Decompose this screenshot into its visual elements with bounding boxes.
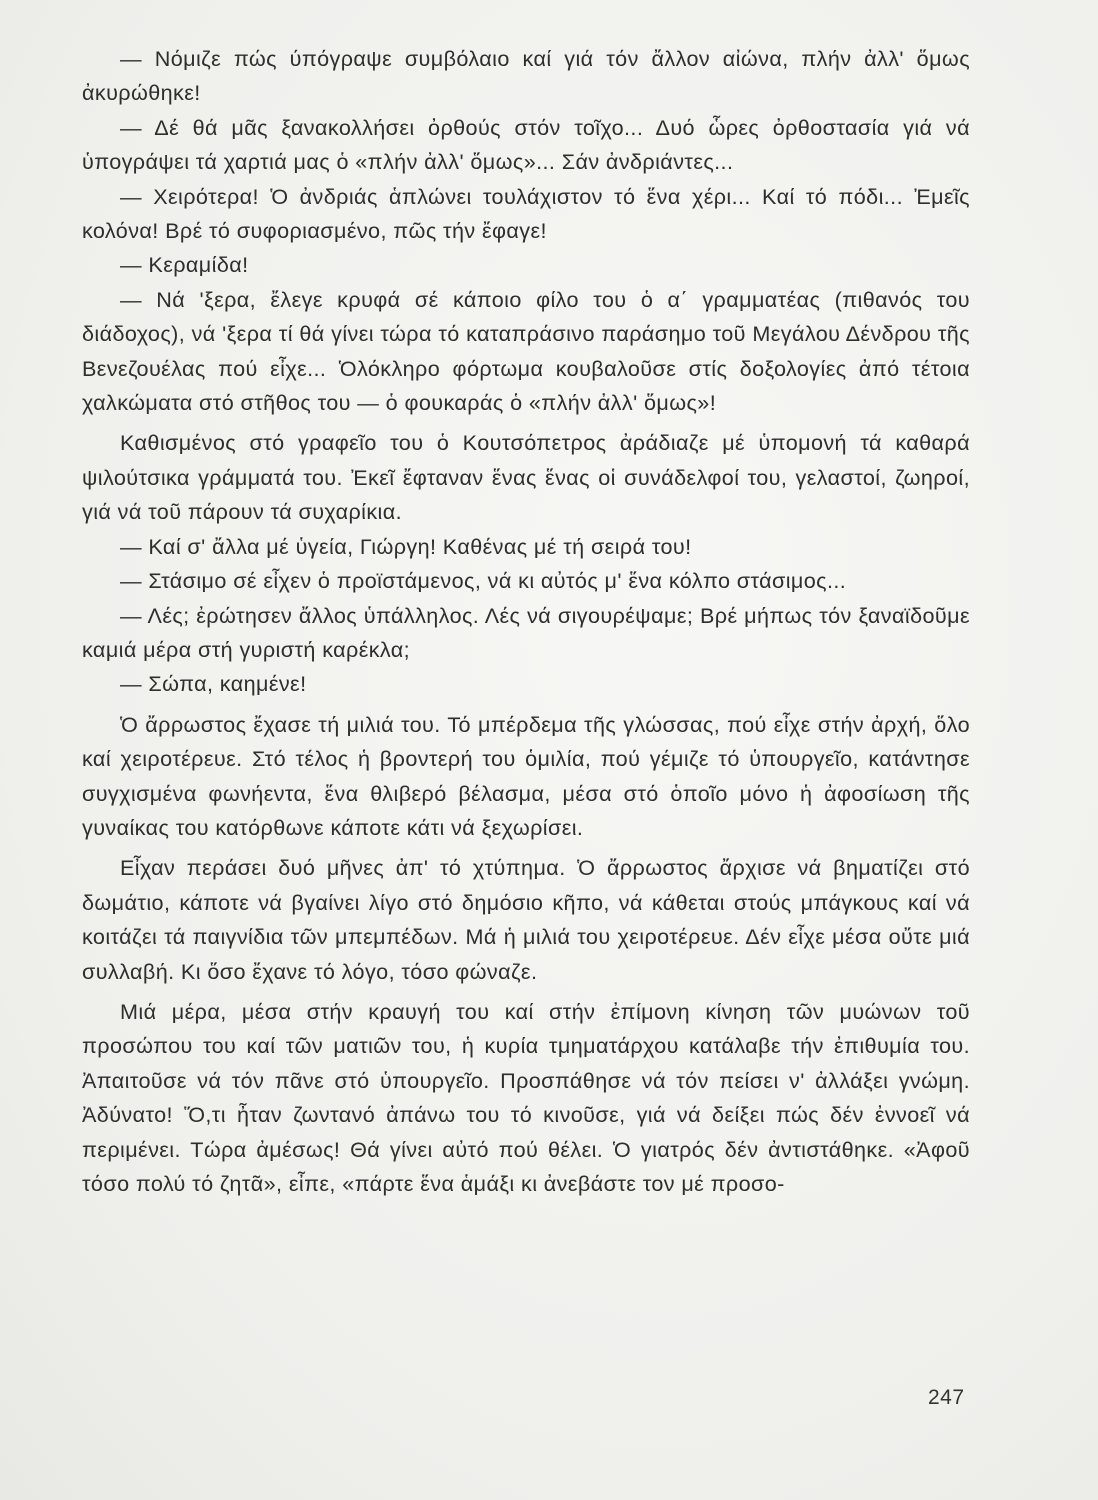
paragraph-1: — Νόμιζε πώς ύπόγραψε συμβόλαιο καί γιά τόν ἄλλον αἰώνα, πλήν ἀλλ' ὅμως ἀκυρώθηκε! <box>82 46 970 106</box>
paragraph-11: Ὁ ἄρρωστος ἔχασε τή μιλιά του. Τό μπέρδεμα τῆς γλώσσας, πού εἶχε στήν ἀρχή, ὅλο καί χειροτέρευε. Στό τέλος ἡ βροντερή του ὁμιλία, πού γέμιζε τό ὑπουργεῖο, κατάντησε συγχισμένα φωνήεντα, ἕνα θλιβερό βέλασμα, μέσα στό ὁποῖο μόνο ἡ ἀφοσίωση τῆς γυναίκας του κατόρθωνε κάποτε κάτι νά ξεχωρίσει. <box>82 711 970 840</box>
paragraph-4: — Κεραμίδα! <box>120 252 249 278</box>
paragraph-9: — Λές; ἐρώτησεν ἄλλος ὑπάλληλος. Λές νά σιγουρέψαμε; Βρέ μήπως τόν ξαναϊδοῦμε καμιά μέρα στή γυριστή καρέκλα; <box>82 602 970 662</box>
paragraph-10: — Σώπα, καημένε! <box>120 671 307 697</box>
paragraph-3: — Χειρότερα! Ὁ ἀνδριάς ἁπλώνει τουλάχιστον τό ἕνα χέρι... Καί τό πόδι... Ἐμεῖς κολόνα! Βρέ τό συφοριασμένο, πῶς τήν ἔφαγε! <box>82 183 970 244</box>
paragraph-13: Μιά μέρα, μέσα στήν κραυγή του καί στήν ἐπίμονη κίνηση τῶν μυώνων τοῦ προσώπου του καί τῶν ματιῶν του, ἡ κυρία τμηματάρχου κατάλαβε τήν ἐπιθυμία του. Ἀπαιτοῦσε νά τόν πᾶνε στό ὑπουργεῖο. Προσπάθησε νά τόν πείσει ν' ἀλλάξει γνώμη. Ἀδύνατο! Ὅ,τι ἦταν ζωντανό ἀπάνω του τό κινοῦσε, γιά νά δείξει πώς δέν ἐννοεῖ νά περιμένει. Τώρα ἀμέσως! Θά γίνει αὐτό πού θέλει. Ὁ γιατρός δέν ἀντιστάθηκε. «Ἀφοῦ τόσο πολύ τό ζητᾶ», εἶπε, «πάρτε ἕνα ἁμάξι κι ἀνεβάστε τον μέ προσο- <box>82 998 970 1196</box>
paragraph-2: — Δέ θά μᾶς ξανακολλήσει ὀρθούς στόν τοῖχο... Δυό ὧρες ὀρθοστασία γιά νά ὑπογράψει τά χαρτιά μας ὁ «πλήν ἀλλ' ὅμως»... Σάν ἀνδριάντες... <box>82 114 970 175</box>
paragraph-7: — Καί σ' ἄλλα μέ ὑγεία, Γιώργη! Καθένας μέ τή σειρά του! <box>120 533 692 559</box>
body-text <box>82 42 970 1201</box>
paragraph-12: Εἶχαν περάσει δυό μῆνες ἀπ' τό χτύπημα. Ὁ ἄρρωστος ἄρχισε νά βηματίζει στό δωμάτιο, κάποτε νά βγαίνει λίγο στό δημόσιο κῆπο, νά κάθεται στούς μπάγκους καί νά κοιτάζει τά παιγνίδια τῶν μπεμπέδων. Μά ἡ μιλιά του χειροτέρευε. Δέν εἶχε μέσα οὔτε μιά συλλαβή. Κι ὅσο ἔχανε τό λόγο, τόσο φώναζε. <box>82 855 970 984</box>
paragraph-8: — Στάσιμο σέ εἶχεν ὁ προϊστάμενος, νά κι αὐτός μ' ἕνα κόλπο στάσιμος... <box>120 568 847 594</box>
paragraph-6: Καθισμένος στό γραφεῖο του ὁ Κουτσόπετρος ἀράδιαζε μέ ὑπομονή τά καθαρά ψιλούτσικα γράμματά του. Ἐκεῖ ἔφταναν ἕνας ἕνας οἱ συνάδελφοί του, γελαστοί, ζωηροί, γιά νά τοῦ πάρουν τά συχαρίκια. <box>82 430 970 525</box>
paragraph-5: — Νά 'ξερα, ἔλεγε κρυφά σέ κάποιο φίλο του ὁ α΄ γραμματέας (πιθανός του διάδοχος), νά 'ξερα τί θά γίνει τώρα τό καταπράσινο παράσημο τοῦ Μεγάλου Δένδρου τῆς Βενεζουέλας πού εἶχε... Ὁλόκληρο φόρτωμα κουβαλοῦσε στίς δοξολογίες ἀπό τέτοια χαλκώματα στό στῆθος του — ὁ φουκαράς ὁ «πλήν ἀλλ' ὅμως»! <box>82 286 970 416</box>
page-number: 247 <box>928 1386 965 1409</box>
